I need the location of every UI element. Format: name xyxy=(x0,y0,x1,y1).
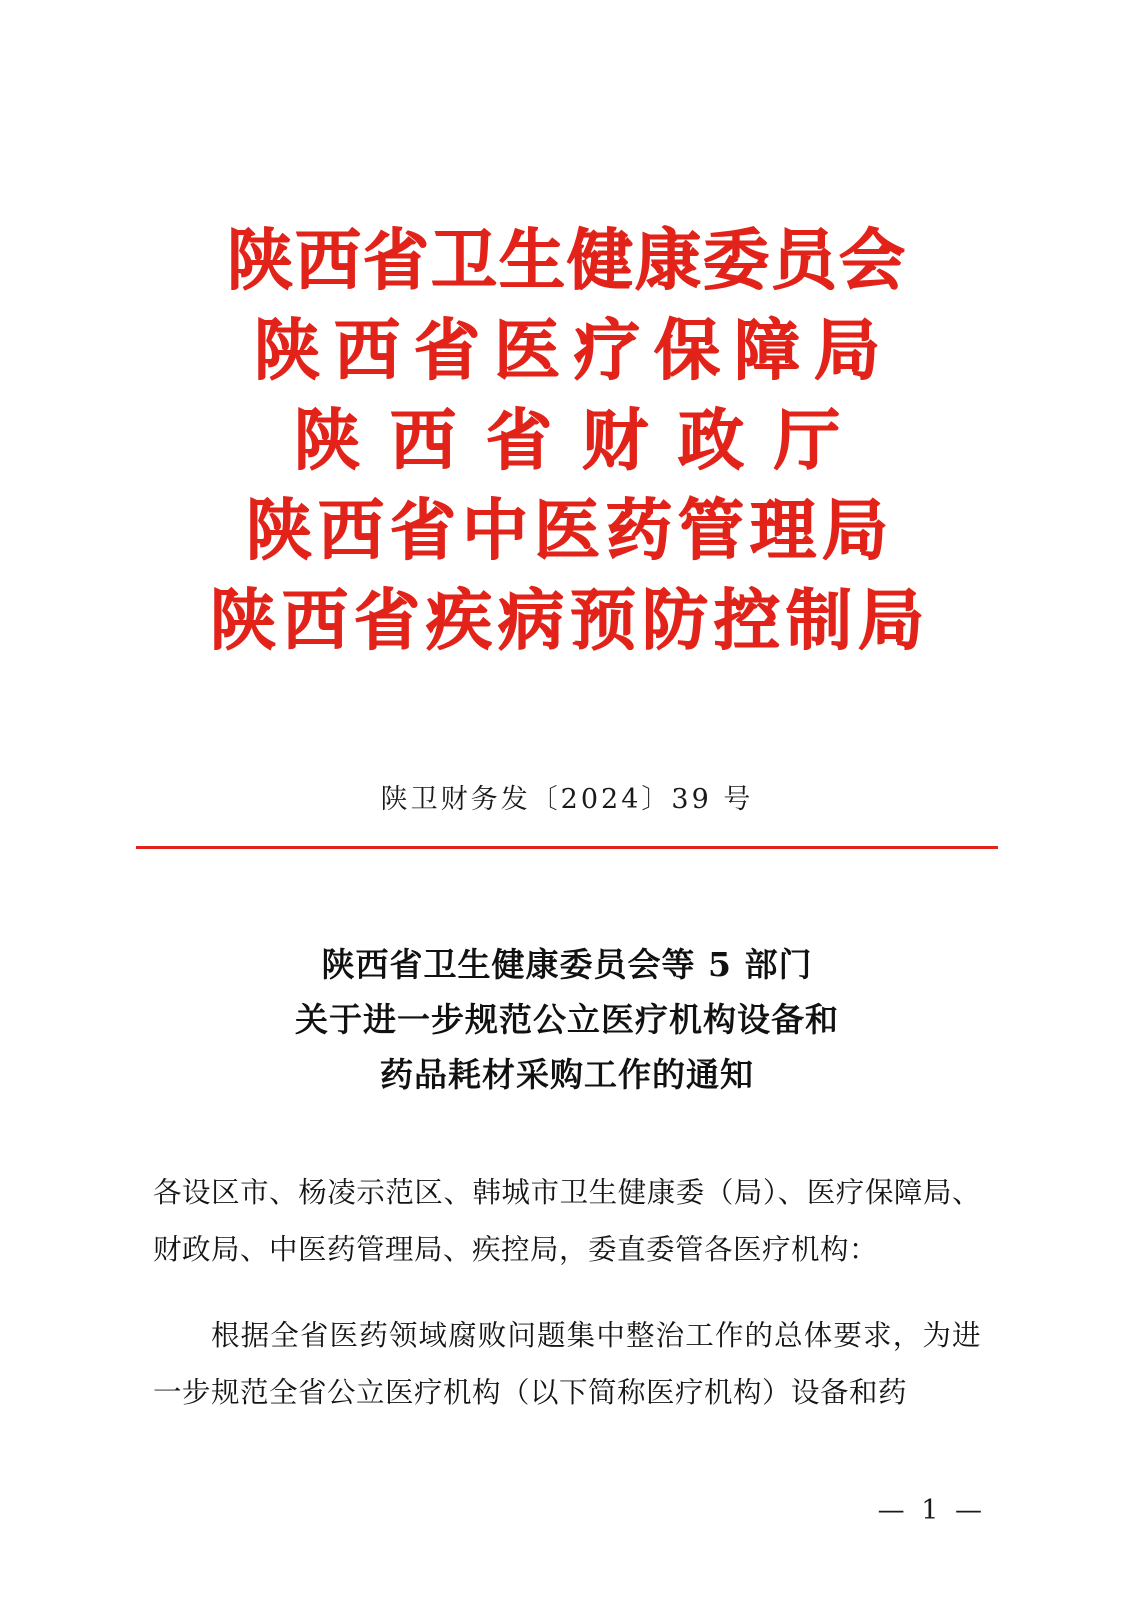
masthead-line-2: 陕西省医疗保障局 xyxy=(254,311,894,389)
document-body xyxy=(153,1164,981,1421)
letterhead-masthead xyxy=(0,0,1134,665)
red-separator-rule xyxy=(136,846,998,849)
page-number: — 1 — xyxy=(877,1495,986,1526)
masthead-line-4: 陕西省中医药管理局 xyxy=(246,491,894,569)
document-number-block xyxy=(0,777,1134,849)
title-line-1: 陕西省卫生健康委员会等 5 部门 xyxy=(321,945,813,984)
masthead-line-1: 陕西省卫生健康委员会 xyxy=(227,221,907,299)
masthead-line-3: 陕西省财政厅 xyxy=(294,401,870,479)
document-number: 陕卫财务发〔2024〕39 号 xyxy=(380,784,754,815)
title-line-2: 关于进一步规范公立医疗机构设备和 xyxy=(295,1000,839,1039)
title-line-3: 药品耗材采购工作的通知 xyxy=(380,1055,754,1094)
document-title xyxy=(0,937,1134,1102)
masthead-line-5: 陕西省疾病预防控制局 xyxy=(210,581,930,659)
body-paragraph-recipients: 各设区市、杨凌示范区、韩城市卫生健康委（局）、医疗保障局、财政局、中医药管理局、疾控局，委直委管各医疗机构： xyxy=(153,1176,981,1266)
body-paragraph-1: 根据全省医药领域腐败问题集中整治工作的总体要求，为进一步规范全省公立医疗机构（以下简称医疗机构）设备和药 xyxy=(153,1318,981,1409)
